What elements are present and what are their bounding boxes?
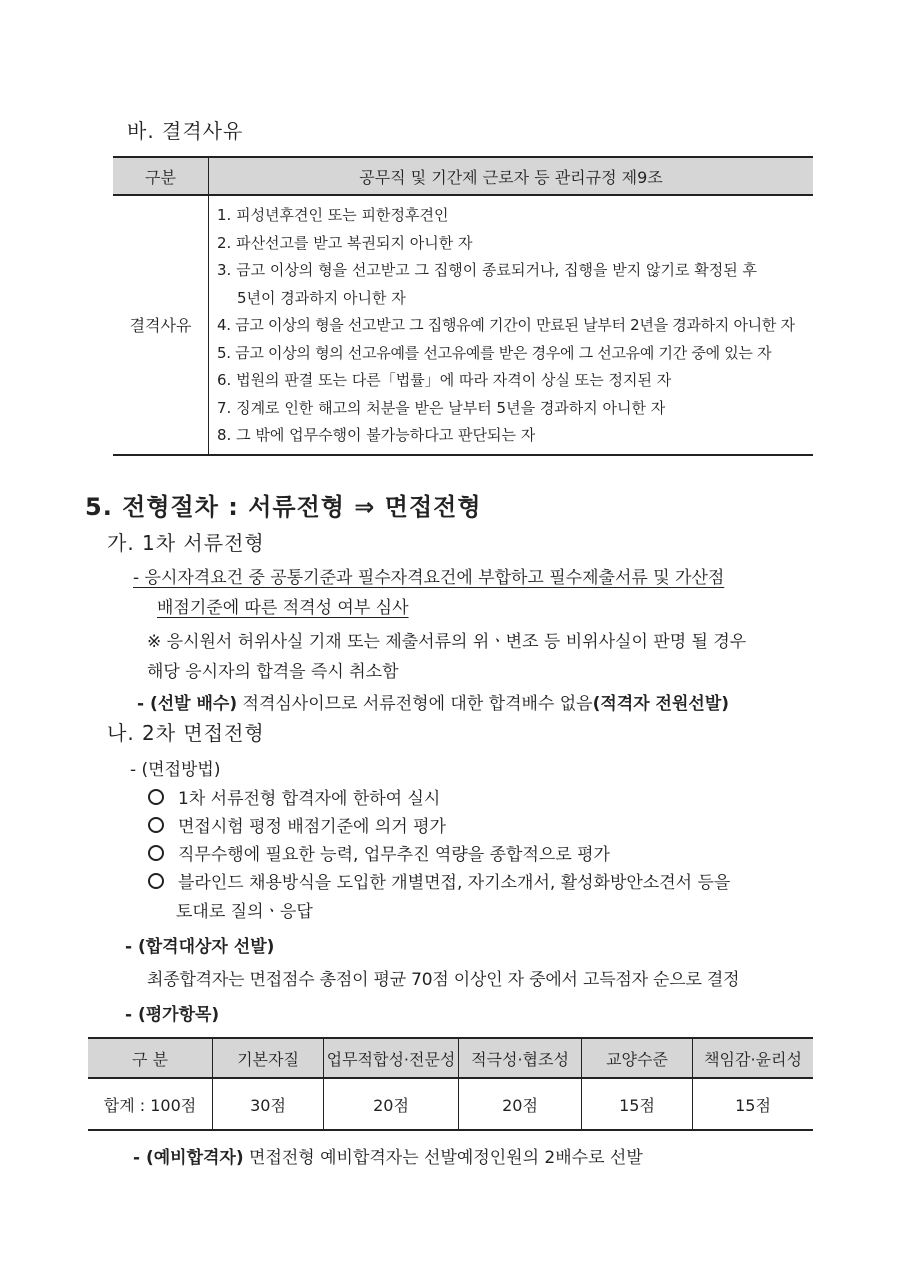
selection-label: - (선발 배수) (137, 694, 238, 714)
table1-row-label: 결격사유 (113, 195, 209, 455)
method-label: - (면접방법) (130, 760, 221, 780)
table2-cell: 20점 (459, 1078, 582, 1130)
table1-items-cell (209, 195, 814, 455)
list-item: 7. 징계로 인한 해고의 처분을 받은 날부터 5년을 경과하지 아니한 자 (217, 398, 666, 417)
list-item (217, 285, 813, 313)
section5-title: 5. 전형절차 : 서류전형 ⇒ 면접전형 (85, 493, 482, 521)
table1-header-regulation: 공무직 및 기간제 근로자 등 관리규정 제9조 (209, 157, 814, 195)
ga-line2: 배점기준에 따른 적격성 여부 심사 (157, 598, 409, 618)
table2-header: 업무적합성·전문성 (324, 1038, 459, 1078)
table2-header: 기본자질 (213, 1038, 324, 1078)
reserve-label: - (예비합격자) (133, 1148, 244, 1168)
na-title: 나. 2차 면접전형 (107, 721, 265, 745)
table1-header-category: 구분 (113, 157, 209, 195)
reserve-line (133, 1143, 643, 1168)
selection-text: 적격심사이므로 서류전형에 대한 합격배수 없음 (237, 694, 593, 714)
disqualification-table (113, 156, 813, 456)
method-bullet (148, 868, 730, 893)
table2-cell: 20점 (324, 1078, 459, 1130)
list-item: 5. 금고 이상의 형의 선고유예를 선고유예를 받은 경우에 그 선고유예 기간 중에 있는 자 (217, 343, 772, 362)
list-item: 2. 파산선고를 받고 복권되지 아니한 자 (217, 233, 473, 252)
table2-header: 구 분 (88, 1038, 213, 1078)
pass-label: - (합격대상자 선발) (125, 937, 275, 957)
disqualification-list (209, 196, 813, 454)
ga-selection (137, 689, 729, 714)
table2-cell: 30점 (213, 1078, 324, 1130)
ga-note2: 해당 응시자의 합격을 즉시 취소함 (147, 662, 399, 682)
pass-text: 최종합격자는 면접점수 총점이 평균 70점 이상인 자 중에서 고득점자 순으로 결정 (147, 970, 740, 990)
table2-cell: 15점 (693, 1078, 814, 1130)
circle-bullet-icon (148, 845, 164, 861)
ga-line1: - 응시자격요건 중 공통기준과 필수자격요건에 부합하고 필수제출서류 및 가산점 (133, 568, 725, 588)
method-bullet (148, 784, 440, 809)
list-item: 6. 법원의 판결 또는 다른「법률」에 따라 자격이 상실 또는 정지된 자 (217, 371, 672, 389)
evaluation-table (88, 1037, 813, 1131)
circle-bullet-icon (148, 873, 164, 889)
method-bullet (148, 812, 446, 837)
reserve-text: 면접전형 예비합격자는 선발예정인원의 2배수로 선발 (243, 1148, 643, 1168)
circle-bullet-icon (148, 789, 164, 805)
section-ba-title: 바. 결격사유 (127, 119, 244, 143)
table2-header: 교양수준 (582, 1038, 693, 1078)
list-item: 3. 금고 이상의 형을 선고받고 그 집행이 종료되거나, 집행을 받지 않기로 확정된 후 (217, 261, 757, 279)
selection-bold: (적격자 전원선발) (592, 694, 730, 714)
table2-header: 적극성·협조성 (459, 1038, 582, 1078)
list-item-continuation: 5년이 경과하지 아니한 자 (237, 288, 406, 307)
ga-note1: ※ 응시원서 허위사실 기재 또는 제출서류의 위ㆍ변조 등 비위사실이 판명 될 경우 (147, 632, 747, 652)
table2-cell: 합계 : 100점 (88, 1078, 213, 1130)
table2-cell: 15점 (582, 1078, 693, 1130)
ga-title: 가. 1차 서류전형 (107, 531, 265, 555)
circle-bullet-icon (148, 817, 164, 833)
table2-header: 책임감·윤리성 (693, 1038, 814, 1078)
eval-label: - (평가항목) (125, 1005, 220, 1025)
list-item: 8. 그 밖에 업무수행이 불가능하다고 판단되는 자 (217, 426, 536, 444)
method-bullet (148, 840, 610, 865)
list-item: 1. 피성년후견인 또는 피한정후견인 (217, 206, 449, 224)
list-item: 4. 금고 이상의 형을 선고받고 그 집행유예 기간이 만료된 날부터 2년을 경과하지 아니한 자 (217, 316, 795, 334)
method-bullet-continuation: 토대로 질의ㆍ응답 (176, 902, 313, 922)
bullet-text: 직무수행에 필요한 능력, 업무추진 역량을 종합적으로 평가 (178, 845, 610, 865)
bullet-text: 면접시험 평정 배점기준에 의거 평가 (178, 817, 446, 837)
bullet-text: 1차 서류전형 합격자에 한하여 실시 (178, 789, 441, 809)
bullet-text: 블라인드 채용방식을 도입한 개별면접, 자기소개서, 활성화방안소견서 등을 (178, 873, 731, 893)
